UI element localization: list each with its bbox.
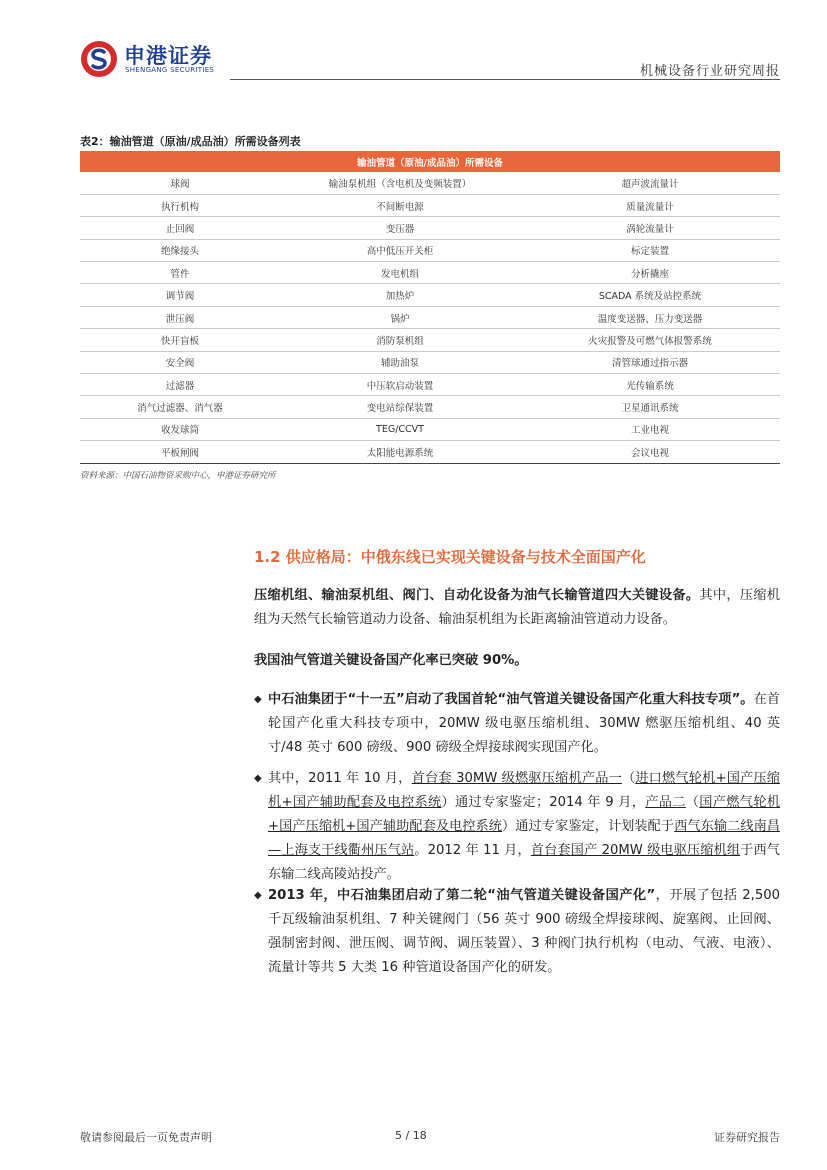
- paragraph-1: [254, 584, 780, 632]
- underlined-text: 西气东输二线南昌—上海支干线衢州压气站: [268, 819, 780, 858]
- table-cell: 火灾报警及可燃气体报警系统: [520, 329, 780, 351]
- table-cell: 变压器: [280, 217, 520, 239]
- table-cell: 光传输系统: [520, 374, 780, 396]
- shengang-logo-icon: [80, 40, 118, 78]
- footer-disclaimer: 敬请参阅最后一页免责声明: [80, 1131, 212, 1144]
- table-cell: 安全阀: [80, 351, 280, 373]
- table-row: [80, 217, 780, 239]
- table-row: [80, 306, 780, 328]
- table-row: [80, 262, 780, 284]
- table-cell: 温度变送器、压力变送器: [520, 306, 780, 328]
- table-cell: 执行机构: [80, 194, 280, 216]
- table-cell: 工业电视: [520, 418, 780, 440]
- report-type: 机械设备行业研究周报: [639, 64, 780, 79]
- table-cell: 高中低压开关柜: [280, 239, 520, 261]
- paragraph-1-rest: 其中，压缩机组为天然气长输管道动力设备、输油泵机组为长距离输油管道动力设备。: [254, 588, 781, 627]
- table-cell: 超声波流量计: [520, 172, 780, 194]
- bullet-item: [254, 767, 780, 887]
- table-cell: 变电站综保装置: [280, 396, 520, 418]
- text-run: ）通过专家鉴定，计划装配于: [502, 819, 675, 834]
- page-header: [80, 36, 780, 80]
- table-cell: 输油泵机组（含电机及变频装置）: [280, 172, 520, 194]
- table-cell: 加热炉: [280, 284, 520, 306]
- bullet-rest: ，开展了包括 2,500 千瓦级输油泵机组、7 种关键阀门（56 英寸 900 磅级全焊接球阀、旋塞阀、止回阀、强制密封阀、泄压阀、调节阀、调压装置）、3 种阀门执行机构（电动、气液、电液）、流量计等共 5 大类 16 种管道设备国产化的研发。: [268, 888, 780, 975]
- table-cell: 球阀: [80, 172, 280, 194]
- table-cell: 锅炉: [280, 306, 520, 328]
- table-cell: TEG/CCVT: [280, 418, 520, 440]
- bullet-diamond-icon: ◆: [254, 890, 262, 901]
- table-header-row: [80, 151, 780, 172]
- table-cell: 收发球筒: [80, 418, 280, 440]
- text-run: 于西气东输二线高陵站投产。: [268, 843, 780, 882]
- table-cell: SCADA 系统及站控系统: [520, 284, 780, 306]
- bullet-diamond-icon: ◆: [254, 694, 262, 705]
- text-run: 。2012 年 11 月，: [414, 843, 531, 858]
- table-cell: 质量流量计: [520, 194, 780, 216]
- table-cell: 绝缘接头: [80, 239, 280, 261]
- table-row: [80, 239, 780, 261]
- table-row: [80, 284, 780, 306]
- text-run: （: [685, 795, 700, 810]
- equipment-table: [80, 151, 780, 464]
- bullet-lead: 2013 年，中石油集团启动了第二轮“油气管道关键设备国产化”: [268, 888, 656, 903]
- table-cell: 发电机组: [280, 262, 520, 284]
- table-row: [80, 194, 780, 216]
- table-cell: 卫星通讯系统: [520, 396, 780, 418]
- table-cell: 中压软启动装置: [280, 374, 520, 396]
- page-number: 5 / 18: [395, 1129, 427, 1142]
- table-cell: 止回阀: [80, 217, 280, 239]
- table-row: [80, 172, 780, 194]
- paragraph-2: 我国油气管道关键设备国产化率已突破 90%。: [254, 653, 528, 668]
- table-row: [80, 441, 780, 463]
- table-source: 资料来源：中国石油物资采购中心，申港证券研究所: [80, 471, 276, 481]
- text-run: （: [621, 771, 636, 786]
- underlined-text: 首台套国产 20MW 级电驱压缩机组: [530, 843, 741, 858]
- logo-text: 申港证券: [124, 44, 212, 68]
- table-row: [80, 396, 780, 418]
- table-cell: 过滤器: [80, 374, 280, 396]
- bullet-text: [268, 767, 780, 887]
- table-cell: 消气过滤器、消气器: [80, 396, 280, 418]
- table-cell: 不间断电源: [280, 194, 520, 216]
- bullet-item: [254, 884, 780, 980]
- bullet-text: [268, 884, 780, 980]
- table-row: [80, 329, 780, 351]
- table-caption: 表2：输油管道（原油/成品油）所需设备列表: [80, 135, 301, 148]
- text-run: ）通过专家鉴定；2014 年 9 月，: [441, 795, 646, 810]
- table-cell: 调节阀: [80, 284, 280, 306]
- underlined-text: 进口燃气轮机+国产压缩机+国产辅助配套及电控系统: [268, 771, 780, 810]
- bullet-rest: 在首轮国产化重大科技专项中，20MW 级电驱压缩机组、30MW 燃驱压缩机组、40 英寸/48 英寸 600 磅级、900 磅级全焊接球阀实现国产化。: [268, 692, 781, 755]
- paragraph-1-lead: 压缩机组、输油泵机组、阀门、自动化设备为油气长输管道四大关键设备。: [254, 588, 700, 603]
- table-header: 输油管道（原油/成品油）所需设备: [80, 151, 780, 172]
- table-cell: 分析撬座: [520, 262, 780, 284]
- table-cell: 平板闸阀: [80, 441, 280, 463]
- underlined-text: 产品二: [645, 795, 686, 810]
- underlined-text: 国产燃气轮机+国产压缩机+国产辅助配套及电控系统: [268, 795, 781, 834]
- table-cell: 涡轮流量计: [520, 217, 780, 239]
- logo-english: SHENGANG SECURITIES: [125, 66, 215, 74]
- table-cell: 会议电视: [520, 441, 780, 463]
- table-cell: 辅助油泵: [280, 351, 520, 373]
- table-cell: 消防泵机组: [280, 329, 520, 351]
- table-row: [80, 351, 780, 373]
- table-cell: 快开盲板: [80, 329, 280, 351]
- header-divider: [230, 79, 780, 80]
- footer-report-label: 证券研究报告: [714, 1131, 780, 1144]
- table-cell: 管件: [80, 262, 280, 284]
- table-cell: 泄压阀: [80, 306, 280, 328]
- table-cell: 太阳能电源系统: [280, 441, 520, 463]
- table-cell: 清管球通过指示器: [520, 351, 780, 373]
- section-heading: 1.2 供应格局：中俄东线已实现关键设备与技术全面国产化: [254, 548, 646, 566]
- bullet-text: [268, 688, 780, 760]
- table-row: [80, 374, 780, 396]
- underlined-text: 首台套 30MW 级燃驱压缩机产品一: [411, 771, 622, 786]
- table-cell: 标定装置: [520, 239, 780, 261]
- table-row: [80, 418, 780, 440]
- bullet-diamond-icon: ◆: [254, 773, 262, 784]
- text-run: 其中，2011 年 10 月，: [268, 771, 412, 786]
- bullet-lead: 中石油集团于“十一五”启动了我国首轮“油气管道关键设备国产化重大科技专项”。: [268, 692, 754, 707]
- bullet-item: [254, 688, 780, 760]
